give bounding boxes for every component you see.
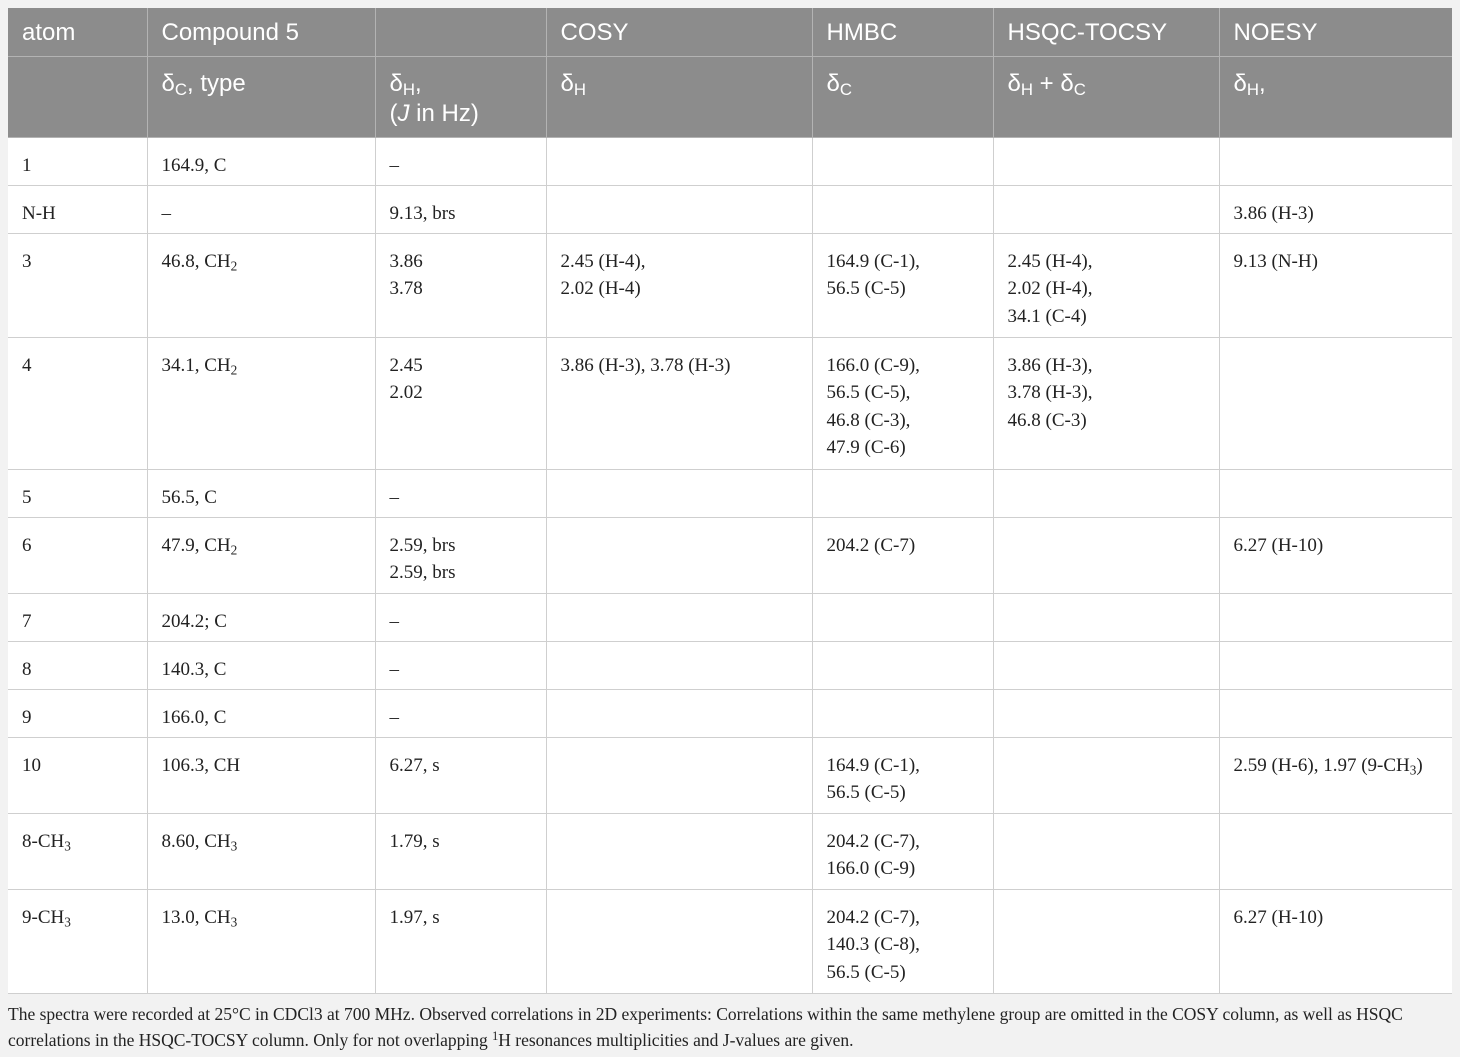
proton-shift-cell: [375, 641, 546, 689]
carbon-shift-cell: 34.1, $CH_2$: [147, 337, 375, 469]
cell-line: 2.02 (H-4): [560, 278, 641, 299]
cell-line: 46.8 (C-3),: [826, 409, 911, 431]
subheader-delta-h-j: $\delta_H$, (J in Hz): [375, 56, 546, 137]
proton-shift-cell: [375, 517, 546, 593]
cosy-cell: [546, 469, 812, 517]
cell-line: 6.27 (H-10): [1233, 534, 1324, 556]
hsqc-tocsy-cell: [993, 813, 1219, 889]
cell-line: 3.78 (H-3),: [1007, 382, 1093, 403]
noesy-cell: [1219, 233, 1452, 337]
cosy-cell: [546, 185, 812, 233]
noesy-cell: [1219, 137, 1452, 185]
table-row: [8, 517, 1452, 593]
proton-shift-cell: [375, 233, 546, 337]
table-row: [8, 469, 1452, 517]
cell-line: 3.78: [389, 278, 423, 299]
hsqc-tocsy-cell: [993, 737, 1219, 813]
hsqc-tocsy-cell: [993, 593, 1219, 641]
proton-shift-cell: [375, 137, 546, 185]
cell-line: 2.02: [389, 382, 423, 403]
cell-line: 2.59, brs: [389, 562, 456, 583]
cell-line: –: [389, 706, 399, 728]
cell-line: 56.5 (C-5): [826, 782, 906, 803]
subheader-tocsy-delta-hc: $\delta_H + \delta_C$: [993, 56, 1219, 137]
hsqc-tocsy-cell: [993, 337, 1219, 469]
cell-line: 140.3 (C-8),: [826, 934, 920, 955]
table-footnote: The spectra were recorded at 25°C in CDCl3 at 700 MHz. Observed correlations in 2D experiments: Correlations within the same methylene group are omitted in the COSY column, as well as HSQC correlations in the HSQC-TOCSY column. Only for not overlapping $^1$H resonances multiplicities and J-values are given.: [8, 1004, 1403, 1050]
cosy-cell: [546, 137, 812, 185]
table-row: [8, 593, 1452, 641]
proton-shift-cell: [375, 889, 546, 993]
cell-line: 2.59 (H-6), 1.97 $(9-CH_3)$: [1233, 754, 1423, 777]
carbon-shift-cell: 106.3, CH: [147, 737, 375, 813]
hsqc-tocsy-cell: [993, 469, 1219, 517]
header-row-1: [8, 8, 1452, 56]
cell-line: 9.13, brs: [389, 202, 456, 224]
atom-cell: N-H: [8, 185, 147, 233]
cell-line: 6.27 (H-10): [1233, 906, 1324, 928]
proton-shift-cell: [375, 813, 546, 889]
table-header: [8, 8, 1452, 137]
hmbc-cell: [812, 337, 993, 469]
table-row: [8, 185, 1452, 233]
carbon-shift-cell: 47.9, $CH_2$: [147, 517, 375, 593]
header-noesy: NOESY: [1219, 8, 1452, 56]
cell-line: 3.86 (H-3),: [1007, 354, 1093, 376]
table-row: [8, 233, 1452, 337]
hmbc-cell: [812, 737, 993, 813]
cell-line: 9.13 (N-H): [1233, 250, 1318, 272]
atom-cell: 10: [8, 737, 147, 813]
cell-line: 56.5 (C-5): [826, 278, 906, 299]
noesy-cell: [1219, 641, 1452, 689]
carbon-shift-cell: –: [147, 185, 375, 233]
carbon-shift-cell: 56.5, C: [147, 469, 375, 517]
table-container: [8, 8, 1452, 994]
noesy-cell: [1219, 689, 1452, 737]
carbon-shift-cell: 204.2; C: [147, 593, 375, 641]
subheader-hmbc-delta-c: $\delta_C$: [812, 56, 993, 137]
cell-line: 2.02 (H-4),: [1007, 278, 1093, 299]
cell-line: 3.86: [389, 250, 423, 272]
cosy-cell: [546, 517, 812, 593]
cell-line: –: [389, 154, 399, 176]
proton-shift-cell: [375, 689, 546, 737]
table-row: [8, 813, 1452, 889]
cell-line: 2.45: [389, 354, 423, 376]
hmbc-cell: [812, 689, 993, 737]
cell-line: –: [389, 658, 399, 680]
proton-shift-cell: [375, 469, 546, 517]
hmbc-cell: [812, 517, 993, 593]
table-body: [8, 137, 1452, 993]
atom-cell: 4: [8, 337, 147, 469]
cell-line: 2.45 (H-4),: [1007, 250, 1093, 272]
cell-line: 204.2 (C-7),: [826, 830, 920, 852]
carbon-shift-cell: 166.0, C: [147, 689, 375, 737]
subheader-delta-c-type: $\delta_C$, type: [147, 56, 375, 137]
hmbc-cell: [812, 641, 993, 689]
cell-line: 56.5 (C-5): [826, 961, 906, 983]
hsqc-tocsy-cell: [993, 185, 1219, 233]
cell-line: 164.9 (C-1),: [826, 754, 920, 776]
cell-line: 204.2 (C-7): [826, 534, 916, 556]
carbon-shift-cell: 164.9, C: [147, 137, 375, 185]
proton-shift-cell: [375, 185, 546, 233]
atom-cell: 8: [8, 641, 147, 689]
nmr-data-table: [8, 8, 1452, 994]
cell-line: 164.9 (C-1),: [826, 250, 920, 272]
table-row: [8, 641, 1452, 689]
hmbc-cell: [812, 469, 993, 517]
cosy-cell: [546, 641, 812, 689]
cell-line: 3.86 (H-3): [1233, 202, 1314, 224]
cell-line: 1.79, s: [389, 830, 440, 852]
atom-cell: $9-CH_3$: [8, 889, 147, 993]
subheader-atom-sub: [8, 56, 147, 137]
cell-line: 3.86 (H-3), 3.78 (H-3): [560, 354, 731, 376]
table-row: [8, 137, 1452, 185]
hmbc-cell: [812, 185, 993, 233]
table-row: [8, 889, 1452, 993]
atom-cell: 5: [8, 469, 147, 517]
cell-line: 47.9 (C-6): [826, 437, 906, 458]
hmbc-cell: [812, 233, 993, 337]
cell-line: 46.8 (C-3): [1007, 409, 1087, 431]
proton-shift-cell: [375, 737, 546, 813]
atom-cell: 1: [8, 137, 147, 185]
cosy-cell: [546, 737, 812, 813]
proton-shift-cell: [375, 593, 546, 641]
hmbc-cell: [812, 813, 993, 889]
noesy-cell: [1219, 737, 1452, 813]
proton-shift-cell: [375, 337, 546, 469]
carbon-shift-cell: 13.0, $CH_3$: [147, 889, 375, 993]
noesy-cell: [1219, 185, 1452, 233]
noesy-cell: [1219, 889, 1452, 993]
atom-cell: 6: [8, 517, 147, 593]
cell-line: 166.0 (C-9),: [826, 354, 920, 376]
hsqc-tocsy-cell: [993, 233, 1219, 337]
cosy-cell: [546, 813, 812, 889]
cell-line: 166.0 (C-9): [826, 858, 916, 879]
cell-line: 34.1 (C-4): [1007, 305, 1087, 327]
noesy-cell: [1219, 517, 1452, 593]
cosy-cell: [546, 889, 812, 993]
hsqc-tocsy-cell: [993, 889, 1219, 993]
cell-line: 2.45 (H-4),: [560, 250, 646, 272]
cell-line: –: [389, 486, 399, 508]
hmbc-cell: [812, 593, 993, 641]
subheader-cosy-delta-h: $\delta_H$: [546, 56, 812, 137]
cell-line: –: [389, 610, 399, 632]
atom-cell: 9: [8, 689, 147, 737]
noesy-cell: [1219, 337, 1452, 469]
cosy-cell: [546, 689, 812, 737]
subheader-noesy-delta-h: $\delta_H$,: [1219, 56, 1452, 137]
cell-line: 56.5 (C-5),: [826, 382, 911, 403]
header-tocsy: HSQC-TOCSY: [993, 8, 1219, 56]
hmbc-cell: [812, 137, 993, 185]
cell-line: 204.2 (C-7),: [826, 906, 920, 928]
atom-cell: $8-CH_3$: [8, 813, 147, 889]
hmbc-cell: [812, 889, 993, 993]
hsqc-tocsy-cell: [993, 641, 1219, 689]
hsqc-tocsy-cell: [993, 517, 1219, 593]
cell-line: 6.27, s: [389, 754, 440, 776]
header-compound: Compound 5: [147, 8, 375, 56]
table-row: [8, 689, 1452, 737]
header-atom: atom: [8, 8, 147, 56]
header-hmbc: HMBC: [812, 8, 993, 56]
carbon-shift-cell: 140.3, C: [147, 641, 375, 689]
hsqc-tocsy-cell: [993, 689, 1219, 737]
cell-line: 1.97, s: [389, 906, 440, 928]
cosy-cell: [546, 593, 812, 641]
noesy-cell: [1219, 593, 1452, 641]
carbon-shift-cell: 46.8, $CH_2$: [147, 233, 375, 337]
atom-cell: 3: [8, 233, 147, 337]
table-row: [8, 737, 1452, 813]
header-row-2: [8, 56, 1452, 137]
header-blank: [375, 8, 546, 56]
hsqc-tocsy-cell: [993, 137, 1219, 185]
table-row: [8, 337, 1452, 469]
noesy-cell: [1219, 469, 1452, 517]
cell-line: 2.59, brs: [389, 534, 456, 556]
atom-cell: 7: [8, 593, 147, 641]
header-cosy: COSY: [546, 8, 812, 56]
carbon-shift-cell: 8.60, $CH_3$: [147, 813, 375, 889]
cosy-cell: [546, 337, 812, 469]
noesy-cell: [1219, 813, 1452, 889]
cosy-cell: [546, 233, 812, 337]
